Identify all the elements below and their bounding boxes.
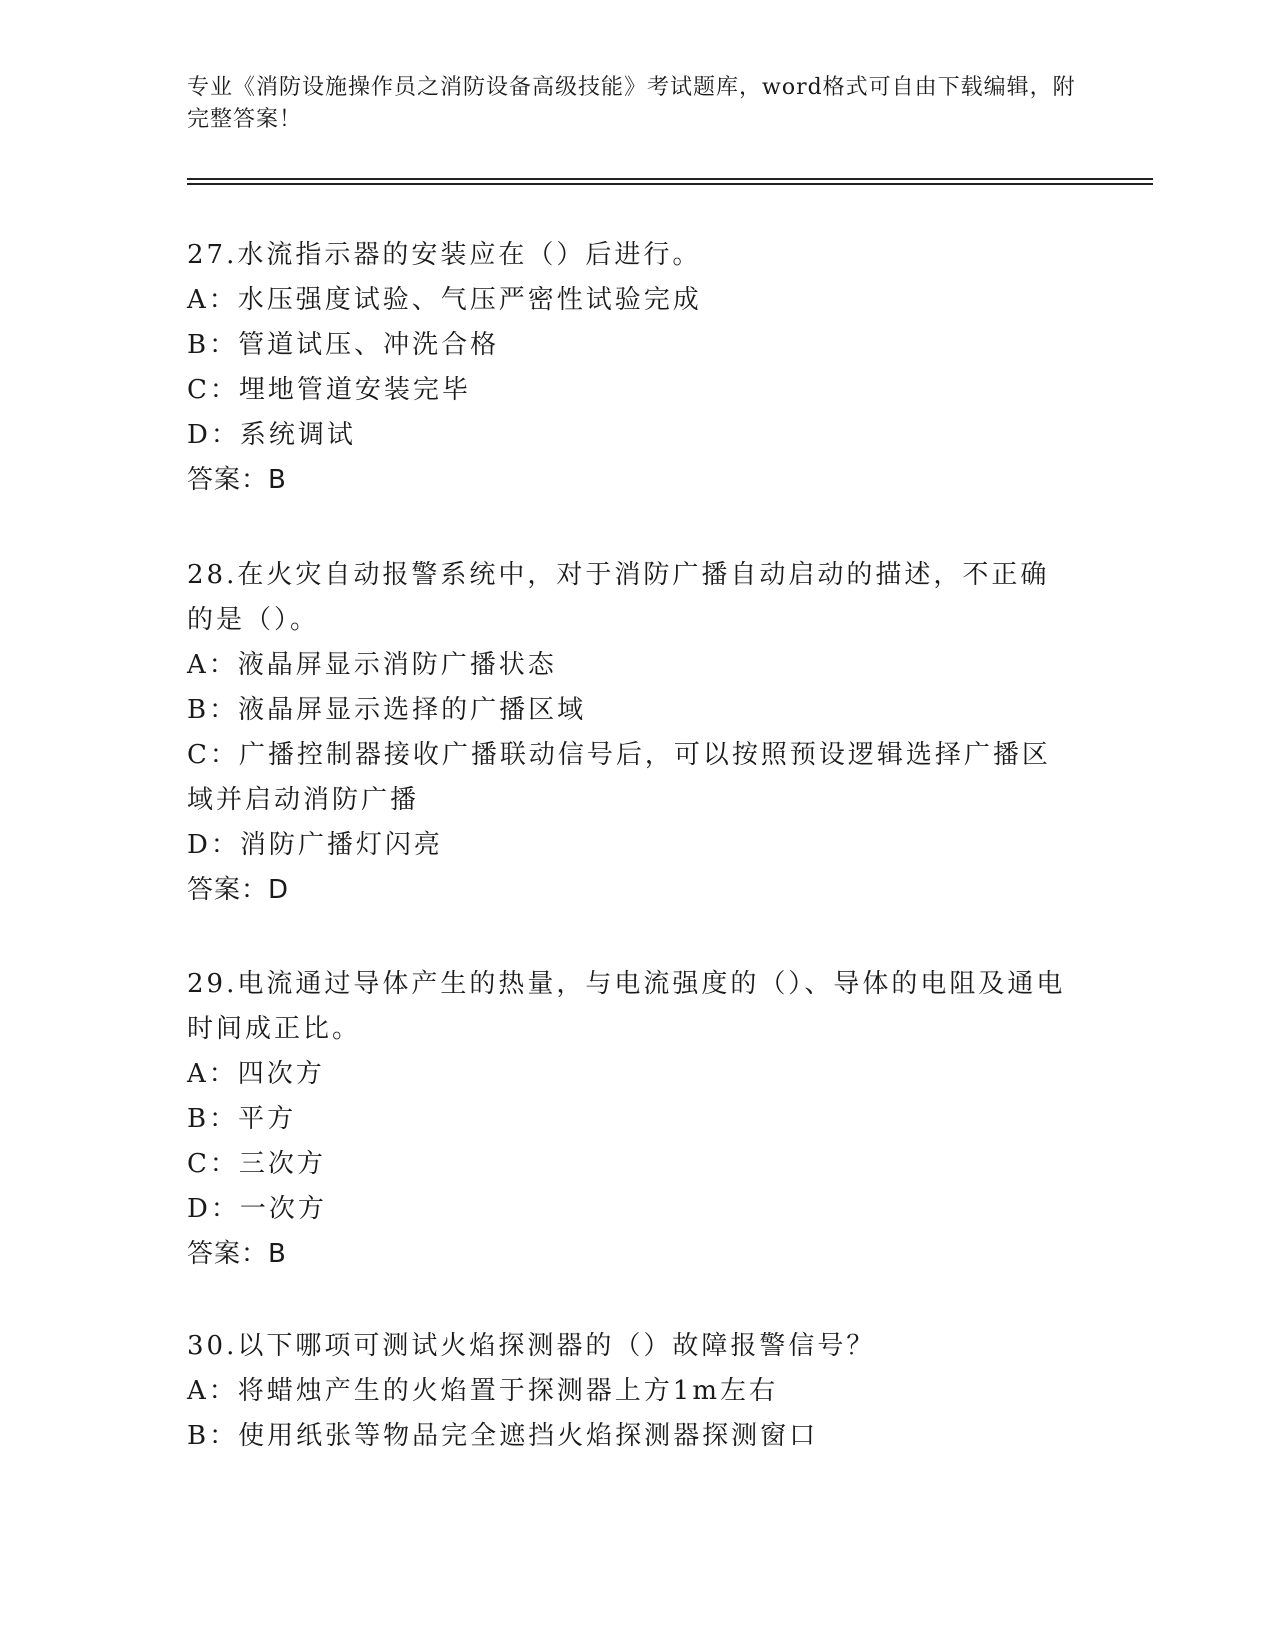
question-28 — [187, 553, 1077, 913]
option-d: D：一次方 — [187, 1194, 327, 1224]
option-b: B：使用纸张等物品完全遮挡火焰探测器探测窗口 — [187, 1421, 819, 1451]
option-d: D：消防广播灯闪亮 — [187, 830, 443, 860]
option-b: B：液晶屏显示选择的广播区域 — [187, 695, 587, 725]
answer: 答案：D — [187, 875, 290, 905]
answer: 答案：B — [187, 465, 287, 495]
question-stem: 27.水流指示器的安装应在（）后进行。 — [187, 240, 702, 270]
question-stem: 28.在火灾自动报警系统中，对于消防广播自动启动的描述，不正确的是（）。 — [187, 560, 1050, 635]
option-c: C：三次方 — [187, 1149, 326, 1179]
option-c: C：埋地管道安装完毕 — [187, 375, 471, 405]
option-c: C：广播控制器接收广播联动信号后，可以按照预设逻辑选择广播区域并启动消防广播 — [187, 740, 1051, 815]
option-b: B：平方 — [187, 1104, 297, 1134]
option-a: A：四次方 — [187, 1059, 325, 1089]
question-stem: 29.电流通过导体产生的热量，与电流强度的（）、导体的电阻及通电时间成正比。 — [187, 969, 1066, 1044]
question-29 — [187, 962, 1077, 1277]
answer: 答案：B — [187, 1239, 287, 1269]
header-divider-top — [187, 178, 1153, 180]
question-27 — [187, 233, 1077, 503]
option-a: A：液晶屏显示消防广播状态 — [187, 650, 557, 680]
option-a: A：水压强度试验、气压严密性试验完成 — [187, 285, 702, 315]
option-d: D：系统调试 — [187, 420, 356, 450]
header-divider-bottom — [187, 183, 1153, 185]
question-30 — [187, 1324, 1077, 1459]
question-stem: 30.以下哪项可测试火焰探测器的（）故障报警信号？ — [187, 1331, 876, 1361]
option-a: A：将蜡烛产生的火焰置于探测器上方1m左右 — [187, 1376, 778, 1406]
document-header: 专业《消防设施操作员之消防设备高级技能》考试题库，word格式可自由下载编辑，附完整答案！ — [187, 75, 1076, 132]
option-b: B：管道试压、冲洗合格 — [187, 330, 500, 360]
